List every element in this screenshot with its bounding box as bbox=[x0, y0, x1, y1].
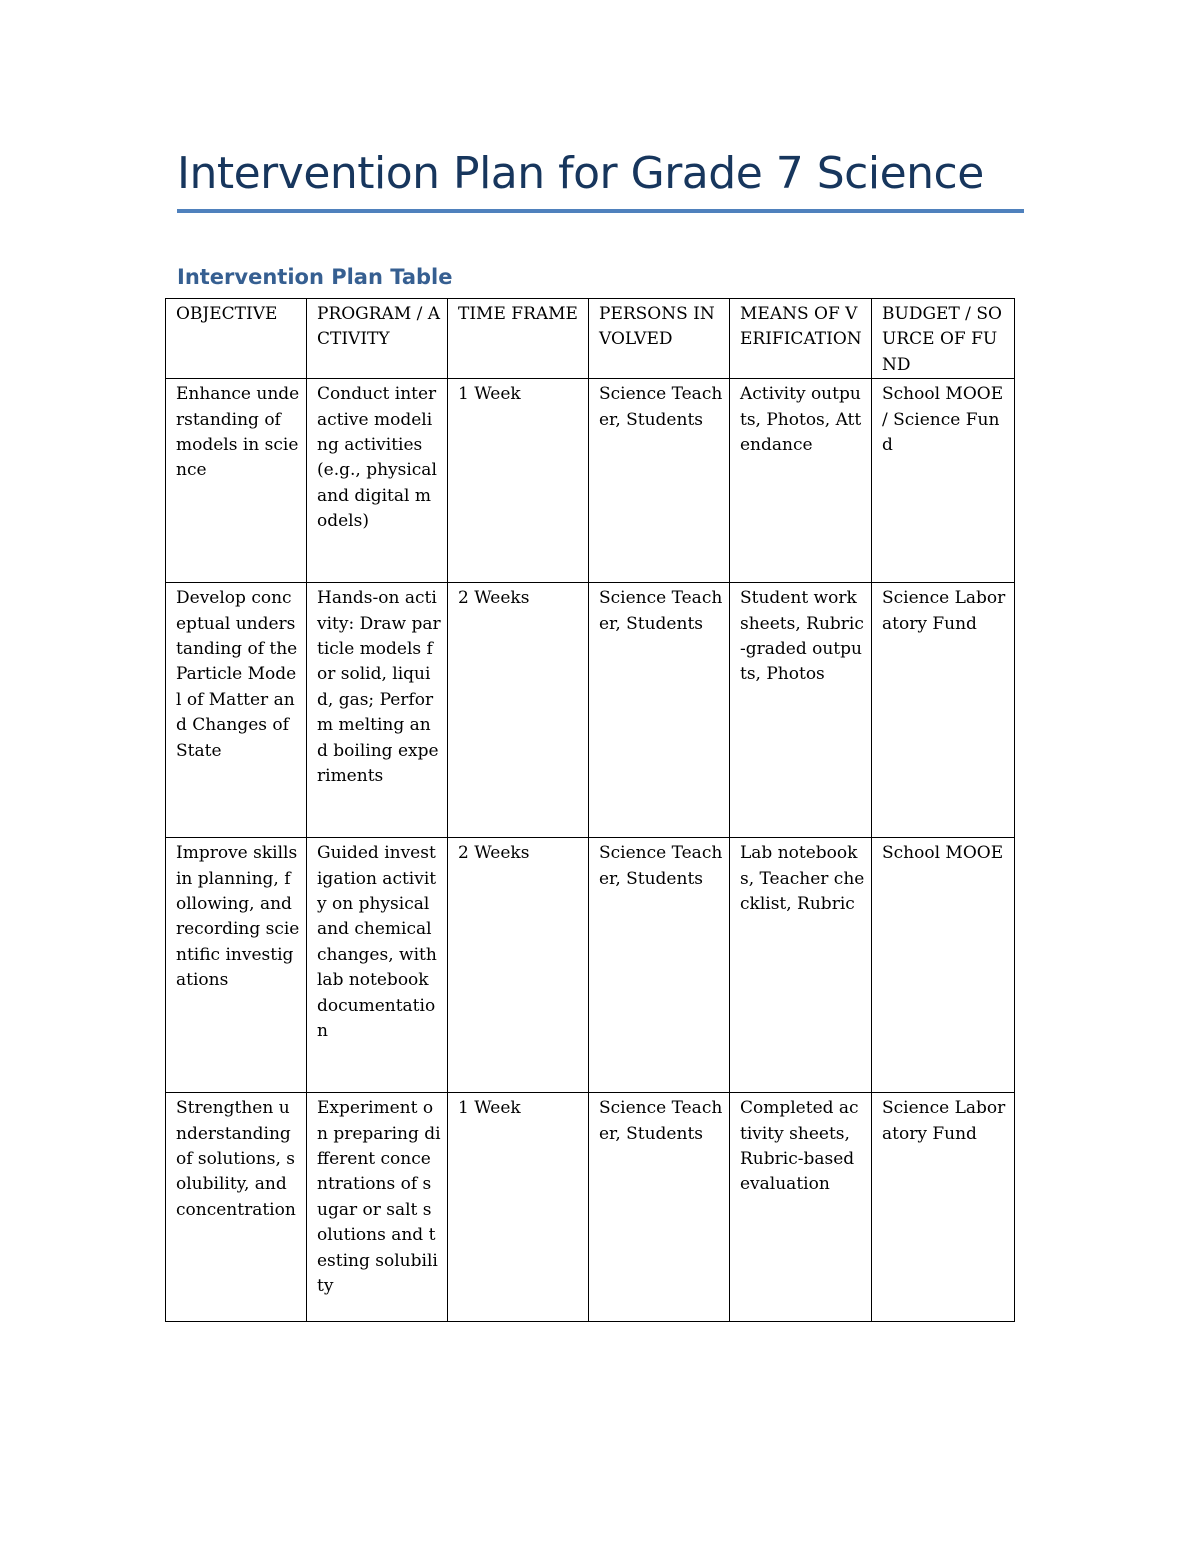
cell-time-frame: 2 Weeks bbox=[448, 838, 589, 1093]
cell-objective: Improve skills in planning, following, and recording scientific investigations bbox=[166, 838, 307, 1093]
cell-time-frame: 2 Weeks bbox=[448, 583, 589, 838]
table-row bbox=[166, 1093, 1015, 1322]
cell-time-frame: 1 Week bbox=[448, 1093, 589, 1322]
cell-program-activity: Conduct interactive modeling activities (e.g., physical and digital models) bbox=[307, 379, 448, 583]
cell-persons-involved: Science Teacher, Students bbox=[589, 583, 730, 838]
header-persons-involved: PERSONS INVOLVED bbox=[589, 299, 730, 379]
cell-budget-source: School MOOE / Science Fund bbox=[872, 379, 1015, 583]
cell-persons-involved: Science Teacher, Students bbox=[589, 379, 730, 583]
header-budget-source: BUDGET / SOURCE OF FUND bbox=[872, 299, 1015, 379]
section-heading: Intervention Plan Table bbox=[177, 265, 453, 289]
cell-program-activity: Experiment on preparing different concentrations of sugar or salt solutions and testing solubility bbox=[307, 1093, 448, 1322]
header-objective: OBJECTIVE bbox=[166, 299, 307, 379]
header-means-of-verification: MEANS OF VERIFICATION bbox=[730, 299, 872, 379]
header-time-frame: TIME FRAME bbox=[448, 299, 589, 379]
cell-persons-involved: Science Teacher, Students bbox=[589, 1093, 730, 1322]
cell-budget-source: Science Laboratory Fund bbox=[872, 583, 1015, 838]
cell-budget-source: Science Laboratory Fund bbox=[872, 1093, 1015, 1322]
cell-objective: Enhance understanding of models in science bbox=[166, 379, 307, 583]
table-header-row bbox=[166, 299, 1015, 379]
cell-program-activity: Hands-on activity: Draw particle models for solid, liquid, gas; Perform melting and boiling experiments bbox=[307, 583, 448, 838]
cell-means-of-verification: Student worksheets, Rubric-graded outputs, Photos bbox=[730, 583, 872, 838]
cell-objective: Strengthen understanding of solutions, solubility, and concentration bbox=[166, 1093, 307, 1322]
document-title: Intervention Plan for Grade 7 Science bbox=[177, 148, 984, 199]
cell-program-activity: Guided investigation activity on physical and chemical changes, with lab notebook documentation bbox=[307, 838, 448, 1093]
title-underline bbox=[177, 209, 1024, 213]
cell-means-of-verification: Completed activity sheets, Rubric-based evaluation bbox=[730, 1093, 872, 1322]
header-program-activity: PROGRAM / ACTIVITY bbox=[307, 299, 448, 379]
table-row bbox=[166, 838, 1015, 1093]
cell-means-of-verification: Activity outputs, Photos, Attendance bbox=[730, 379, 872, 583]
table-row bbox=[166, 379, 1015, 583]
cell-time-frame: 1 Week bbox=[448, 379, 589, 583]
cell-means-of-verification: Lab notebooks, Teacher checklist, Rubric bbox=[730, 838, 872, 1093]
table-row bbox=[166, 583, 1015, 838]
cell-persons-involved: Science Teacher, Students bbox=[589, 838, 730, 1093]
intervention-plan-table bbox=[165, 298, 1015, 1322]
cell-objective: Develop conceptual understanding of the Particle Model of Matter and Changes of State bbox=[166, 583, 307, 838]
cell-budget-source: School MOOE bbox=[872, 838, 1015, 1093]
